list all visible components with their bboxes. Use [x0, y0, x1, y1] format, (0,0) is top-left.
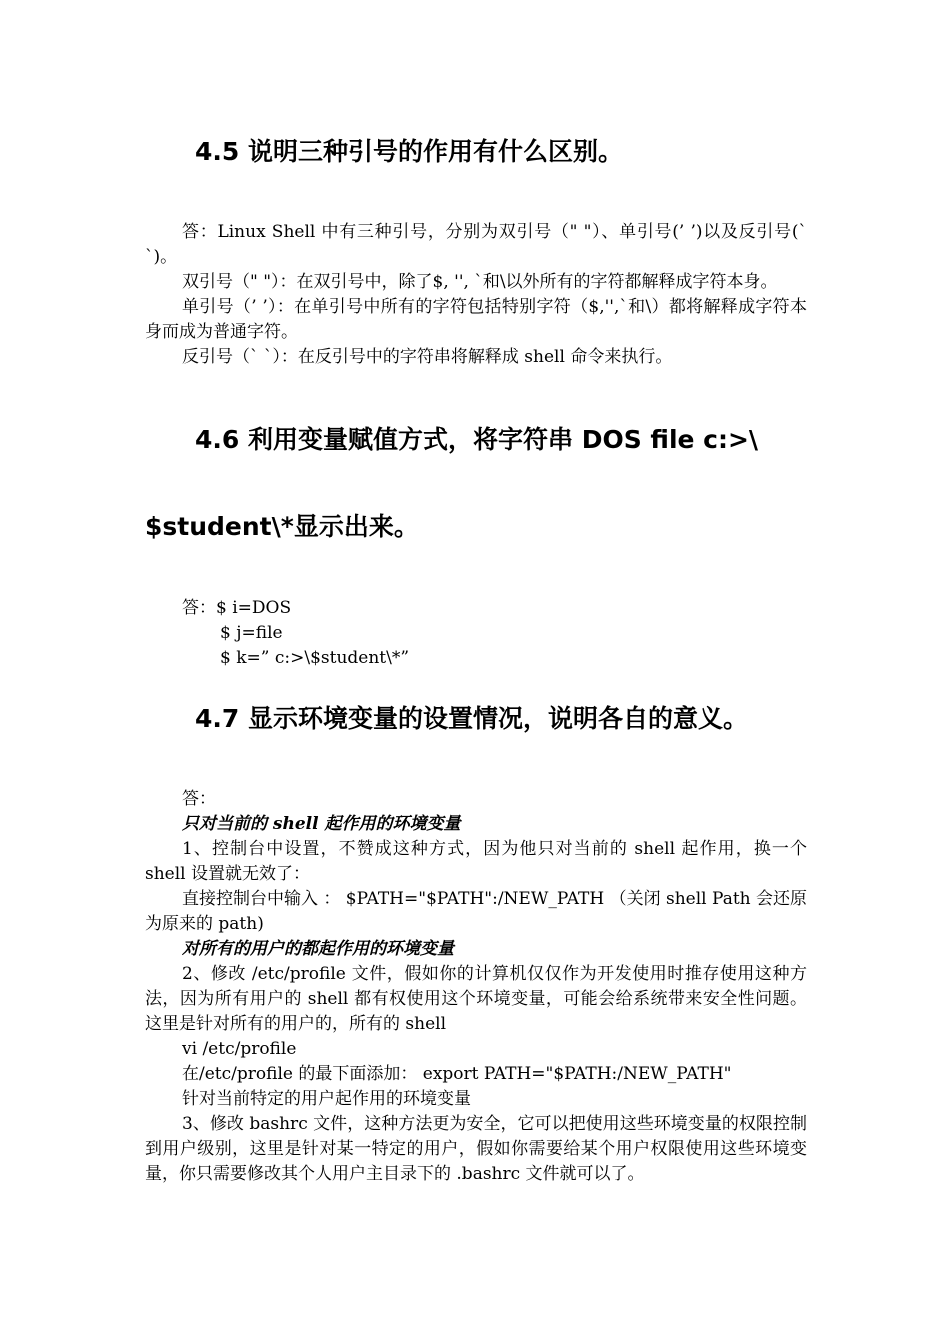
section-4-5-body [145, 220, 807, 370]
paragraph: 双引号（" "）：在双引号中，除了$, '', `和\以外所有的字符都解释成字符本身。 [182, 272, 778, 292]
paragraph: 在/etc/profile 的最下面添加： export PATH="$PATH:/NEW_PATH" [182, 1064, 732, 1084]
paragraph: 2、修改 /etc/profile 文件，假如你的计算机仅仅作为开发使用时推存使用这种方法，因为所有用户的 shell 都有权使用这个环境变量，可能会给系统带来安全性问题。这里是针对所有的用户的，所有的 shell [145, 964, 807, 1034]
paragraph: 1、控制台中设置，不赞成这种方式，因为他只对当前的 shell 起作用，换一个 shell 设置就无效了： [145, 839, 807, 884]
heading-4-5: 4.5 说明三种引号的作用有什么区别。 [195, 137, 623, 166]
answer-label: 答： [182, 598, 216, 618]
code-line: $ k=” c:>\$student\*” [220, 648, 410, 668]
subheading: 对所有的用户的都起作用的环境变量 [182, 939, 454, 959]
code-line: vi /etc/profile [182, 1039, 297, 1059]
section-4-7-body [145, 787, 807, 1187]
paragraph: 单引号（’ ’）：在单引号中所有的字符包括特别字符（$,'',`和\）都将解释成字符本身而成为普通字符。 [145, 297, 807, 342]
heading-4-7: 4.7 显示环境变量的设置情况，说明各自的意义。 [195, 704, 748, 733]
paragraph: 3、修改 bashrc 文件，这种方法更为安全，它可以把使用这些环境变量的权限控制到用户级别，这里是针对某一特定的用户，假如你需要给某个用户权限使用这些环境变量，你只需要修改其个人用户主目录下的 .bashrc 文件就可以了。 [145, 1114, 807, 1184]
code-line [145, 596, 807, 621]
paragraph: 答：Linux Shell 中有三种引号，分别为双引号（" "）、单引号(’ ’)以及反引号(` `)。 [145, 222, 807, 267]
paragraph: 针对当前特定的用户起作用的环境变量 [182, 1089, 471, 1109]
heading-4-6-line1: 4.6 利用变量赋值方式，将字符串 DOS file c:>\ [195, 425, 759, 454]
section-4-6-body [145, 596, 807, 671]
answer-label: 答： [182, 789, 216, 809]
paragraph: 反引号（` `）：在反引号中的字符串将解释成 shell 命令来执行。 [182, 347, 673, 367]
code-text: $ i=DOS [216, 598, 292, 618]
subheading: 只对当前的 shell 起作用的环境变量 [182, 814, 461, 834]
heading-4-6-line2: $student\*显示出来。 [145, 512, 419, 541]
paragraph: 直接控制台中输入 ： $PATH="$PATH":/NEW_PATH （关闭 shell Path 会还原为原来的 path) [145, 889, 808, 934]
code-line: $ j=file [220, 623, 283, 643]
